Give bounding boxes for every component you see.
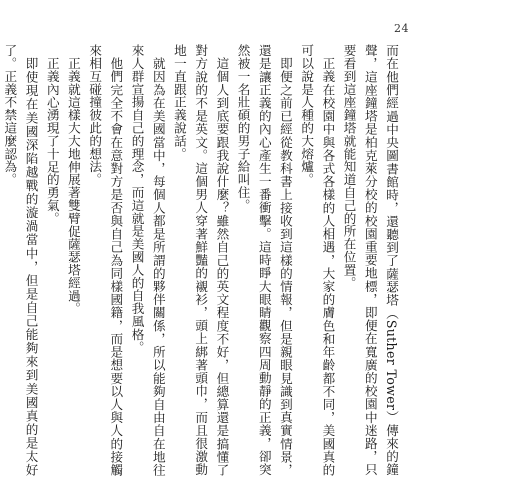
paragraph-2: 正義在校園中與各式各樣的人相遇，大家的膚色和年齡都不同，美國真的可以說是人種的大熔爐。 [299,44,336,476]
body-text [2,44,402,476]
paragraph-1: 而在他們經過中央圖書館時，還聽到了薩瑟塔（Suther Tower）傳來的鐘聲，這座鐘塔是柏克萊分校的校園重要地標，即便在寬廣的校園中迷路，只要看到這座鐘塔就能知道自己的所在位置。 [341,44,399,476]
paragraph-7: 正義就這樣大大地伸展著雙臂促薩瑟塔經過。 [65,56,81,315]
paragraph-5: 就因為在美國當中，每個人都是所謂的夥伴關係，所以能夠自由自在地往來人群宣揚自己的理念，而這就是美國人的自我風格。 [129,44,166,476]
paragraph-9: 即使現在美國深陷越戰的漩渦當中，但是自己能夠來到美國真的是太好了。正義不禁這麼認為。 [2,44,39,476]
paragraph-3: 即便之前已經從教科書上接收到這樣的情報，但是親眼見識到真實情景，還是讓正義的內心產生一番衝擊。這時睜大眼睛觀察四周動靜的正義，卻突然被一名壯碩的男子給叫住。 [235,44,293,476]
paragraph-6: 他們完全不會在意對方是否與自己為同樣國籍，而是想要以人與人的接觸來相互碰撞彼此的想法。 [87,44,124,476]
paragraph-8: 正義內心湧現了十足的勇氣。 [44,56,60,225]
paragraph-4: 這個人到底要跟我說什麼？雖然自己的英文程度不好，但總算還是搞懂了對方說的不是英文。這個男人穿著鮮豔的襯衫，頭上綁著頭巾，而且很激動地一直跟正義說話。 [171,44,230,476]
page-number: 24 [394,22,409,35]
